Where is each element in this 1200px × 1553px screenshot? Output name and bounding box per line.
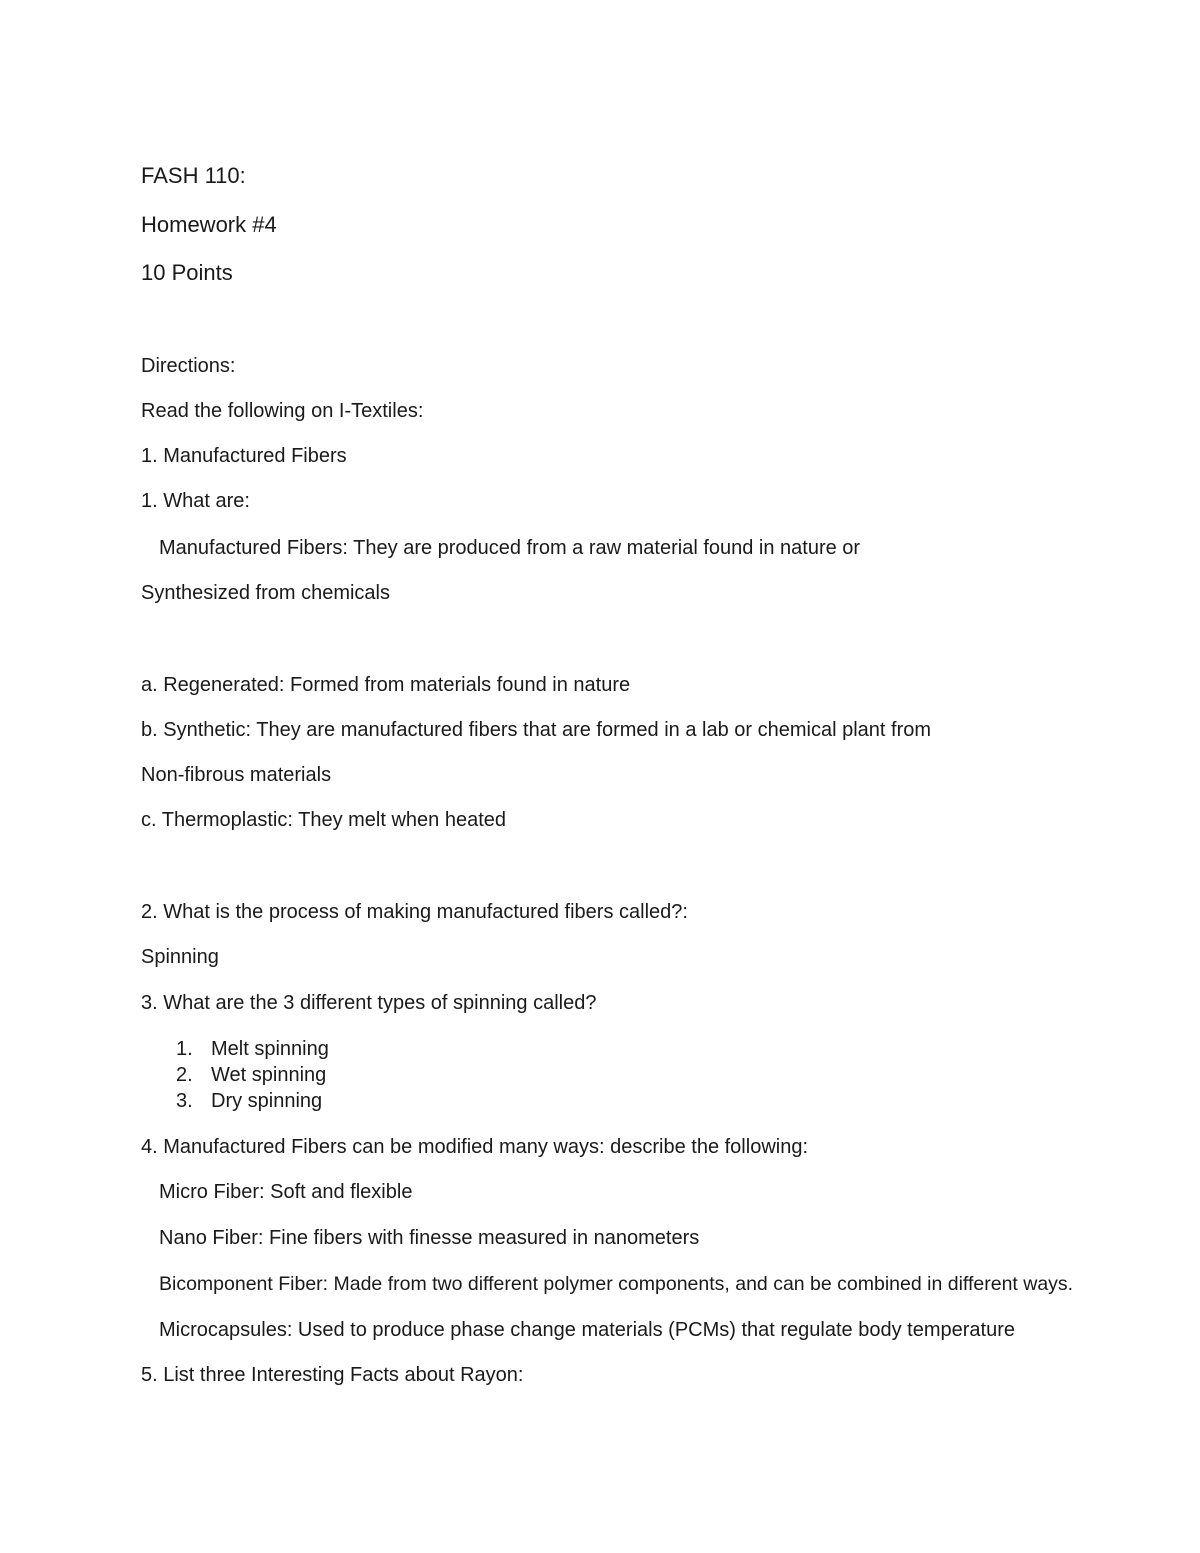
question-3-prompt: 3. What are the 3 different types of spinning called? <box>141 992 597 1014</box>
list-item-text: Dry spinning <box>211 1090 323 1112</box>
question-1-prompt: 1. What are: <box>141 490 250 512</box>
question-1-item-b-line-1: b. Synthetic: They are manufactured fibers that are formed in a lab or chemical plant from <box>141 719 932 741</box>
course-title: FASH 110: <box>141 163 246 188</box>
reading-item: 1. Manufactured Fibers <box>141 445 347 467</box>
directions-instruction: Read the following on I-Textiles: <box>141 400 424 422</box>
question-1-item-c: c. Thermoplastic: They melt when heated <box>141 809 506 831</box>
question-1-item-a: a. Regenerated: Formed from materials found in nature <box>141 674 631 696</box>
list-item-text: Melt spinning <box>211 1038 329 1060</box>
list-item-number: 2. <box>176 1064 193 1086</box>
microcapsules-answer: Microcapsules: Used to produce phase change materials (PCMs) that regulate body temperature <box>159 1319 1015 1341</box>
question-1-item-b-line-2: Non-fibrous materials <box>141 764 332 786</box>
nano-fiber-answer: Nano Fiber: Fine fibers with finesse measured in nanometers <box>159 1227 700 1249</box>
question-2-prompt: 2. What is the process of making manufactured fibers called?: <box>141 901 688 923</box>
list-item-number: 1. <box>176 1038 193 1060</box>
question-1-answer-line-2: Synthesized from chemicals <box>141 582 390 604</box>
question-5-prompt: 5. List three Interesting Facts about Rayon: <box>141 1364 524 1386</box>
bicomponent-fiber-answer: Bicomponent Fiber: Made from two different polymer components, and can be combined in different ways. <box>159 1273 1074 1295</box>
directions-heading: Directions: <box>141 355 236 377</box>
points-label: 10 Points <box>141 260 233 285</box>
assignment-title: Homework #4 <box>141 212 277 237</box>
list-item-text: Wet spinning <box>211 1064 327 1086</box>
question-4-prompt: 4. Manufactured Fibers can be modified many ways: describe the following: <box>141 1136 809 1158</box>
question-1-answer-line-1: Manufactured Fibers: They are produced from a raw material found in nature or <box>159 537 861 559</box>
list-item-number: 3. <box>176 1090 193 1112</box>
micro-fiber-answer: Micro Fiber: Soft and flexible <box>159 1181 413 1203</box>
question-2-answer: Spinning <box>141 946 219 968</box>
